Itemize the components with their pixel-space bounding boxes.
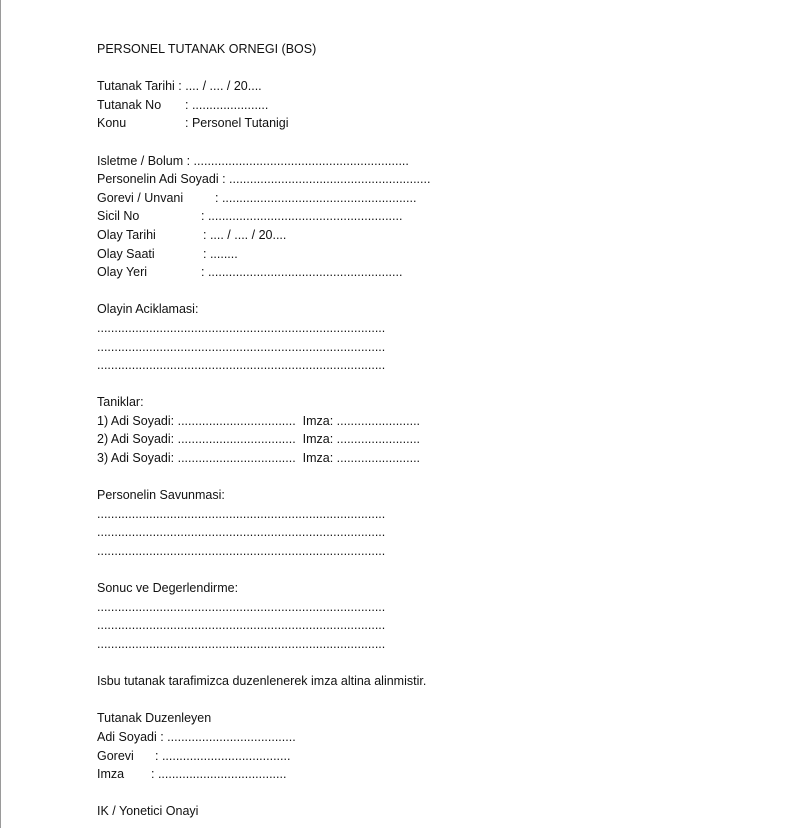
duzenleyen-gorev-value: : ..................................... [155, 748, 291, 763]
document-title: PERSONEL TUTANAK ORNEGI (BOS) [97, 42, 317, 56]
duzenleyen-heading: Tutanak Duzenleyen [97, 711, 212, 726]
olay-saati-label: Olay Saati [97, 246, 155, 261]
duzenleyen-imza-label: Imza [97, 767, 125, 782]
olay-tarihi-field [97, 226, 757, 245]
closing-statement: Isbu tutanak tarafimizca duzenlenerek imza altina alinmistir. [97, 674, 427, 689]
konu-value: : Personel Tutanigi [185, 116, 289, 131]
document-page [97, 40, 757, 821]
tanik-row: 1) Adi Soyadi: .................................. Imza: ........................ [97, 413, 421, 428]
sonuc-line: ................................................................................... [97, 599, 386, 614]
isletme-bolum-field: Isletme / Bolum : .............................................................. [97, 153, 409, 168]
tutanak-no-field [97, 96, 757, 115]
olay-yeri-field [97, 263, 757, 282]
duzenleyen-imza-field [97, 765, 757, 784]
duzenleyen-gorev-label: Gorevi [97, 748, 134, 763]
sicil-no-field [97, 207, 757, 226]
savunma-line: ................................................................................... [97, 525, 386, 540]
sicil-value: : ........................................................ [201, 209, 403, 224]
olay-yeri-value: : ........................................................ [201, 265, 403, 280]
savunma-line: ................................................................................... [97, 506, 386, 521]
duzenleyen-imza-value: : ..................................... [151, 767, 287, 782]
olay-saati-field [97, 245, 757, 264]
aciklama-line: ................................................................................... [97, 358, 386, 373]
onay-heading: IK / Yonetici Onayi [97, 804, 199, 819]
savunma-line: ................................................................................... [97, 544, 386, 559]
duzenleyen-gorev-field [97, 747, 757, 766]
olay-tarihi-label: Olay Tarihi [97, 227, 156, 242]
tutanak-no-label: Tutanak No [97, 97, 162, 112]
olay-tarihi-value: : .... / .... / 20.... [203, 227, 287, 242]
konu-label: Konu [97, 116, 127, 131]
tanik-row: 3) Adi Soyadi: .................................. Imza: ........................ [97, 451, 421, 466]
duzenleyen-adi-soyadi-field: Adi Soyadi : ..................................... [97, 729, 296, 744]
taniklar-heading: Taniklar: [97, 395, 144, 410]
olay-saati-value: : ........ [203, 246, 238, 261]
aciklama-line: ................................................................................... [97, 339, 386, 354]
sonuc-line: ................................................................................... [97, 637, 386, 651]
gorev-value: : ........................................................ [215, 190, 417, 205]
personel-adi-soyadi-field: Personelin Adi Soyadi : .......................................................... [97, 172, 431, 187]
savunma-heading: Personelin Savunmasi: [97, 488, 225, 503]
page-left-edge [0, 0, 1, 828]
olay-yeri-label: Olay Yeri [97, 265, 148, 280]
tutanak-no-value: : ...................... [185, 97, 269, 112]
konu-field [97, 114, 757, 133]
sicil-label: Sicil No [97, 209, 140, 224]
aciklama-heading: Olayin Aciklamasi: [97, 302, 199, 317]
sonuc-line: ................................................................................... [97, 618, 386, 633]
tanik-row: 2) Adi Soyadi: .................................. Imza: ........................ [97, 432, 421, 447]
gorev-unvan-field [97, 189, 757, 208]
tutanak-tarihi-field: Tutanak Tarihi : .... / .... / 20.... [97, 79, 262, 94]
sonuc-heading: Sonuc ve Degerlendirme: [97, 581, 239, 596]
gorev-label: Gorevi / Unvani [97, 190, 184, 205]
aciklama-line: ................................................................................... [97, 320, 386, 335]
